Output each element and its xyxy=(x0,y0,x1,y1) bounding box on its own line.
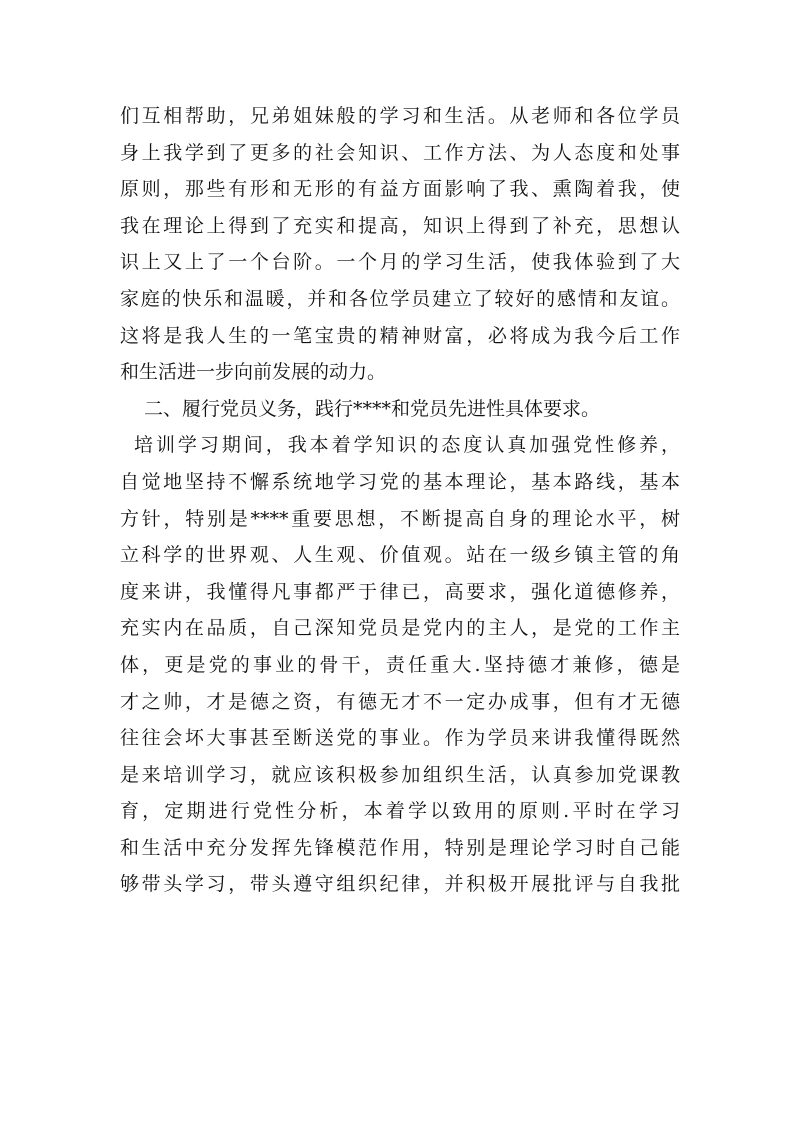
text-line: 充实内在品质，自己深知党员是党内的主人，是党的工作主 xyxy=(120,617,680,640)
text-line: 度来讲，我懂得凡事都严于律已，高要求，强化道德修养， xyxy=(120,580,680,603)
text-line: 我在理论上得到了充实和提高，知识上得到了补充，思想认 xyxy=(120,214,680,237)
text-line: 和生活中充分发挥先锋模范作用，特别是理论学习时自己能 xyxy=(120,836,680,859)
text-line: 识上又上了一个台阶。一个月的学习生活，使我体验到了大 xyxy=(120,251,680,274)
text-line: 立科学的世界观、人生观、价值观。站在一级乡镇主管的角 xyxy=(120,544,680,567)
text-line: 原则，那些有形和无形的有益方面影响了我、熏陶着我，使 xyxy=(120,178,680,201)
text-line: 家庭的快乐和温暖，并和各位学员建立了较好的感情和友谊。 xyxy=(120,287,680,310)
text-line: 这将是我人生的一笔宝贵的精神财富，必将成为我今后工作 xyxy=(120,324,680,347)
text-line: 往往会坏大事甚至断送党的事业。作为学员来讲我懂得既然 xyxy=(120,727,680,750)
text-line: 们互相帮助，兄弟姐妹般的学习和生活。从老师和各位学员 xyxy=(120,105,680,127)
body-text xyxy=(120,98,680,903)
text-line: 身上我学到了更多的社会知识、工作方法、为人态度和处事 xyxy=(120,141,680,164)
text-line: 体，更是党的事业的骨干，责任重大.坚持德才兼修，德是 xyxy=(120,653,680,676)
text-line: 方针，特别是****重要思想，不断提高自身的理论水平，树 xyxy=(120,507,680,530)
section-heading: 二、履行党员义务，践行****和党员先进性具体要求。 xyxy=(144,397,601,420)
text-line: 自觉地坚持不懈系统地学习党的基本理论，基本路线，基本 xyxy=(120,470,680,493)
text-line: 够带头学习，带头遵守组织纪律，并积极开展批评与自我批 xyxy=(120,873,680,896)
text-line: 育，定期进行党性分析，本着学以致用的原则.平时在学习 xyxy=(120,800,680,823)
text-line: 培训学习期间，我本着学知识的态度认真加强党性修养， xyxy=(134,434,680,457)
text-line: 和生活进一步向前发展的动力。 xyxy=(120,361,387,384)
text-line: 是来培训学习，就应该积极参加组织生活，认真参加党课教 xyxy=(120,763,680,786)
text-line: 才之帅，才是德之资，有德无才不一定办成事，但有才无德 xyxy=(120,690,680,713)
